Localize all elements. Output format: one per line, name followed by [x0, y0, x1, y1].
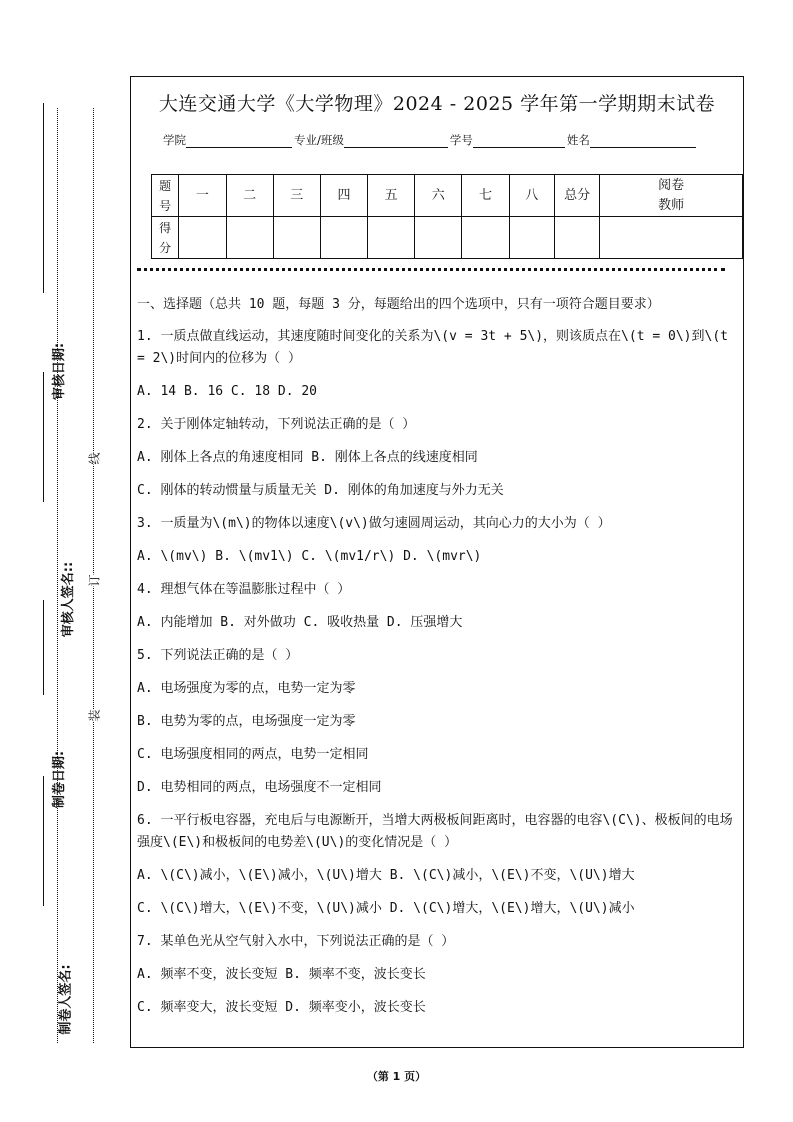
student-info — [163, 132, 698, 148]
question-4-options: A. 内能增加 B. 对外做功 C. 吸收热量 D. 压强增大 — [137, 615, 463, 630]
score-header-cell: 题 号 — [152, 175, 179, 217]
score-cell[interactable] — [509, 217, 554, 259]
dotted-divider — [137, 268, 725, 271]
name-label: 姓名 — [566, 133, 590, 147]
question-5: 5. 下列说法正确的是（ ） — [137, 648, 299, 663]
outer-dotted-line — [57, 108, 58, 1043]
exam-title: 大连交通大学《大学物理》2024 - 2025 学年第一学期期末试卷 — [158, 93, 716, 115]
score-cell[interactable] — [226, 217, 273, 259]
major-field[interactable] — [344, 133, 448, 148]
question-4: 4. 理想气体在等温膨胀过程中（ ） — [137, 582, 351, 597]
score-header-cell: 阅卷 教师 — [600, 175, 743, 217]
score-table — [151, 174, 743, 259]
question-3: 3. 一质量为\(m\)的物体以速度\(v\)做匀速圆周运动，其向心力的大小为（ ） — [137, 516, 611, 531]
score-cell[interactable] — [554, 217, 599, 259]
question-7-options-ab: A. 频率不变，波长变短 B. 频率不变，波长变长 — [137, 967, 426, 982]
bind-word-order: 订 — [87, 574, 102, 587]
question-6: 6. 一平行板电容器，充电后与电源断开，当增大两极板间距离时，电容器的电容\(C\)、极板间的电场强度\(E\)和极板间的电势差\(U\)的变化情况是（ ） — [137, 813, 733, 850]
prep-date-label: 制卷日期: — [52, 750, 68, 809]
score-header-cell: 四 — [320, 175, 367, 217]
score-header-cell: 二 — [226, 175, 273, 217]
score-cell[interactable] — [273, 217, 320, 259]
bind-word-bind: 装 — [87, 709, 102, 722]
review-date-label: 审核日期: — [52, 342, 68, 401]
score-header-cell: 六 — [415, 175, 462, 217]
question-7-options-cd: C. 频率变大，波长变短 D. 频率变小，波长变长 — [137, 1000, 426, 1015]
question-7: 7. 某单色光从空气射入水中，下列说法正确的是（ ） — [137, 934, 455, 949]
name-field[interactable] — [590, 133, 696, 148]
score-cell[interactable] — [415, 217, 462, 259]
id-label: 学号 — [449, 133, 473, 147]
score-header-cell: 五 — [368, 175, 415, 217]
preparer-signature-line — [43, 776, 44, 906]
college-field[interactable] — [186, 133, 292, 148]
question-5-option-a: A. 电场强度为零的点，电势一定为零 — [137, 681, 356, 696]
score-row-label: 得 分 — [152, 217, 179, 259]
prep-date-line — [43, 600, 44, 695]
score-header-cell: 总分 — [554, 175, 599, 217]
student-id-field[interactable] — [473, 133, 565, 148]
score-cell[interactable] — [600, 217, 743, 259]
college-label: 学院 — [163, 133, 186, 147]
question-5-option-b: B. 电势为零的点，电场强度一定为零 — [137, 714, 356, 729]
preparer-signature-label: 制卷人签名: — [58, 964, 74, 1035]
score-cell[interactable] — [320, 217, 367, 259]
exam-paper — [130, 76, 744, 1048]
exam-content — [137, 293, 741, 1030]
question-2-options-ab: A. 刚体上各点的角速度相同 B. 刚体上各点的线速度相同 — [137, 450, 478, 465]
score-header-cell: 七 — [462, 175, 509, 217]
question-1-options: A. 14 B. 16 C. 18 D. 20 — [137, 384, 318, 399]
major-label: 专业/班级 — [294, 133, 344, 147]
score-header-cell: 八 — [509, 175, 554, 217]
question-1: 1. 一质点做直线运动，其速度随时间变化的关系为\(v = 3t + 5\)，则该质点在\(t = 0\)到\(t = 2\)时间内的位移为（ ） — [137, 329, 728, 366]
question-6-options-cd: C. \(C\)增大，\(E\)不变，\(U\)减小 D. \(C\)增大，\(E\)增大，\(U\)减小 — [137, 901, 635, 916]
score-cell[interactable] — [179, 217, 226, 259]
question-6-options-ab: A. \(C\)减小，\(E\)减小，\(U\)增大 B. \(C\)减小，\(E\)不变，\(U\)增大 — [137, 868, 635, 883]
question-3-options: A. \(mv\) B. \(mv1\) C. \(mv1/r\) D. \(mvr\) — [137, 549, 482, 564]
score-header-cell: 一 — [179, 175, 226, 217]
page-number: （第 1 页） — [366, 1070, 427, 1083]
question-5-option-d: D. 电势相同的两点，电场强度不一定相同 — [137, 780, 382, 795]
score-cell[interactable] — [368, 217, 415, 259]
review-date-line — [43, 103, 44, 293]
score-cell[interactable] — [462, 217, 509, 259]
reviewer-signature-line — [43, 372, 44, 502]
reviewer-signature-label: 审核人签名:: — [61, 561, 77, 638]
question-2-options-cd: C. 刚体的转动惯量与质量无关 D. 刚体的角加速度与外力无关 — [137, 483, 504, 498]
question-5-option-c: C. 电场强度相同的两点，电势一定相同 — [137, 747, 369, 762]
score-header-cell: 三 — [273, 175, 320, 217]
section-heading: 一、选择题（总共 10 题，每题 3 分，每题给出的四个选项中，只有一项符合题目要求） — [137, 297, 660, 312]
question-2: 2. 关于刚体定轴转动，下列说法正确的是（ ） — [137, 417, 416, 432]
bind-word-line: 线 — [87, 452, 102, 465]
